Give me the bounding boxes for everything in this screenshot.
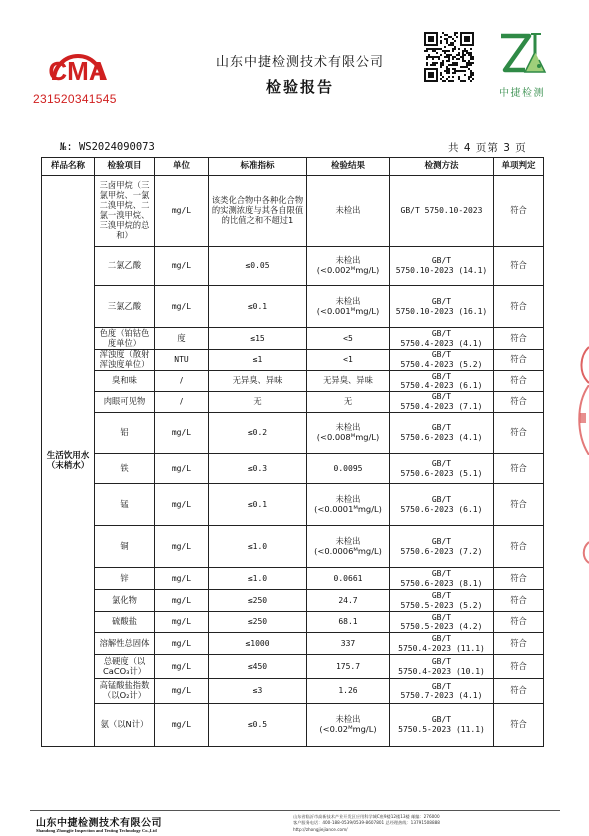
result-line2: (<0.001ᴹmg/L) (316, 305, 380, 316)
verdict-cell: 符合 (494, 391, 544, 412)
method-line1: GB/T (431, 459, 452, 469)
seal-fragment-icon (572, 345, 589, 385)
results-table-wrapper (41, 157, 543, 747)
zhongjie-logo (495, 30, 551, 80)
item-cell: 氯化物 (95, 590, 155, 611)
table-row (42, 611, 544, 632)
method-line2: 5750.6-2023 (8.1) (400, 578, 483, 588)
item-cell: 肉眼可见物 (95, 391, 155, 412)
item-cell: 溶解性总固体 (95, 633, 155, 654)
verdict-cell: 符合 (494, 328, 544, 349)
method-cell (390, 391, 494, 412)
method-line2: 5750.7-2023 (4.1) (400, 691, 483, 701)
report-title: 检验报告 (265, 78, 334, 96)
footer-company-name-en: Shandong Zhongjie Inspection and Testing Technology Co.,Ltd (36, 828, 157, 833)
item-cell: 铜 (95, 526, 155, 568)
unit-cell: mg/L (155, 679, 209, 704)
result-cell (307, 412, 390, 454)
unit-cell: mg/L (155, 176, 209, 247)
item-cell: 色度（铂钴色度单位） (95, 328, 155, 349)
result-line2: (<0.002ᴹmg/L) (316, 264, 380, 275)
result-line2: (<0.02ᴹmg/L) (319, 723, 377, 734)
unit-cell: mg/L (155, 454, 209, 484)
unit-cell: mg/L (155, 526, 209, 568)
item-cell: 锰 (95, 484, 155, 526)
result-cell: 68.1 (307, 611, 390, 632)
result-line2: (<0.0006ᴹmg/L) (314, 545, 382, 556)
result-cell (307, 286, 390, 328)
footer-company-name: 山东中捷检测技术有限公司 (36, 818, 162, 829)
seal-fragment-icon (572, 385, 589, 455)
method-cell (390, 526, 494, 568)
method-line1: GB/T (431, 634, 452, 644)
method-line1: GB/T (431, 371, 452, 381)
result-cell: 175.7 (307, 654, 390, 679)
footer-website[interactable]: http://zhongjiejiance.com/ (293, 826, 348, 832)
report-number: №: WS2024090073 (60, 141, 155, 153)
item-cell: 硫酸盐 (95, 611, 155, 632)
item-cell: 高锰酸盐指数（以O₂计） (95, 679, 155, 704)
verdict-cell: 符合 (494, 633, 544, 654)
method-line2: 5750.6-2023 (7.2) (400, 546, 483, 556)
table-row (42, 286, 544, 328)
method-line2: 5750.4-2023 (10.1) (398, 666, 485, 676)
table-row (42, 454, 544, 484)
page-info: 共 4 页第 3 页 (448, 142, 527, 154)
verdict-cell: 符合 (494, 526, 544, 568)
standard-cell: ≤0.3 (209, 454, 307, 484)
result-cell: <1 (307, 349, 390, 370)
method-cell (390, 349, 494, 370)
item-cell: 氨（以N计） (95, 703, 155, 746)
method-line2: 5750.5-2023 (11.1) (398, 724, 485, 734)
method-line1: GB/T (431, 328, 452, 338)
method-line1: GB/T (431, 297, 452, 307)
standard-cell: 无异臭、异味 (209, 371, 307, 392)
unit-cell: mg/L (155, 286, 209, 328)
result-cell: <5 (307, 328, 390, 349)
method-cell (390, 679, 494, 704)
seal-fragment-icon (572, 540, 589, 565)
table-row (42, 176, 544, 247)
method-cell (390, 633, 494, 654)
method-cell (390, 703, 494, 746)
cma-certificate-number: 231520341545 (33, 92, 117, 106)
item-cell: 总硬度（以CaCO₃计） (95, 654, 155, 679)
standard-cell: ≤0.5 (209, 703, 307, 746)
unit-cell: / (155, 371, 209, 392)
unit-cell: mg/L (155, 703, 209, 746)
unit-cell: / (155, 391, 209, 412)
item-cell: 锌 (95, 567, 155, 589)
result-line1: 未检出 (335, 422, 361, 433)
header-sample: 样品名称 (42, 158, 95, 176)
standard-cell: ≤15 (209, 328, 307, 349)
verdict-cell: 符合 (494, 412, 544, 454)
method-line2: 5750.4-2023 (7.1) (400, 401, 483, 411)
result-line1: 未检出 (335, 493, 361, 504)
table-row (42, 412, 544, 454)
footer-address: 山东省临沂市高新技术产业开发区应用科学城C座9楼12楼13楼 邮编：276000 (293, 814, 440, 819)
header-unit: 单位 (155, 158, 209, 176)
header-result: 检验结果 (307, 158, 390, 176)
method-line2: 5750.4-2023 (6.1) (400, 381, 483, 391)
method-cell (390, 590, 494, 611)
result-cell: 0.0661 (307, 567, 390, 589)
method-line2: 5750.5-2023 (5.2) (400, 600, 483, 610)
method-line2: 5750.6-2023 (4.1) (400, 433, 483, 443)
standard-cell: ≤250 (209, 590, 307, 611)
item-cell: 三氯乙酸 (95, 286, 155, 328)
method-line1: GB/T (431, 612, 452, 622)
method-line2: 5750.5-2023 (4.2) (400, 622, 483, 632)
table-row (42, 703, 544, 746)
unit-cell: mg/L (155, 590, 209, 611)
result-line1: 未检出 (335, 255, 361, 266)
standard-cell: ≤1000 (209, 633, 307, 654)
standard-cell: ≤1.0 (209, 526, 307, 568)
standard-cell: 无 (209, 391, 307, 412)
sample-name-cell: 生活饮用水（末梢水） (42, 176, 95, 747)
method-line1: GB/T (431, 591, 452, 601)
table-row (42, 246, 544, 286)
method-line1: GB/T (431, 256, 452, 266)
table-row (42, 567, 544, 589)
standard-cell: ≤0.1 (209, 484, 307, 526)
standard-cell: ≤0.2 (209, 412, 307, 454)
table-row (42, 371, 544, 392)
verdict-cell: 符合 (494, 703, 544, 746)
method-line2: 5750.4-2023 (11.1) (398, 643, 485, 653)
method-cell (390, 484, 494, 526)
method-cell (390, 567, 494, 589)
item-cell: 浑浊度（散射浑浊度单位） (95, 349, 155, 370)
footer-phone: 客户服务电话：400-188-0539/0539-8607801 总经理热线：13791508888 (293, 820, 440, 826)
method-line1: GB/T (431, 657, 452, 667)
result-line1: 未检出 (335, 535, 361, 546)
method-line1: GB/T (431, 681, 452, 691)
verdict-cell: 符合 (494, 590, 544, 611)
method-cell (390, 412, 494, 454)
result-cell (307, 484, 390, 526)
result-cell: 0.0095 (307, 454, 390, 484)
method-cell (390, 654, 494, 679)
result-cell: 无异臭、异味 (307, 371, 390, 392)
header-item: 检验项目 (95, 158, 155, 176)
method-line1: GB/T (431, 392, 452, 402)
result-cell: 未检出 (307, 176, 390, 247)
standard-cell: ≤0.05 (209, 246, 307, 286)
method-cell (390, 286, 494, 328)
item-cell: 三卤甲烷（三氯甲烷、一氯二溴甲烷、二氯一溴甲烷、三溴甲烷的总和） (95, 176, 155, 247)
item-cell: 臭和味 (95, 371, 155, 392)
unit-cell: mg/L (155, 484, 209, 526)
method-cell (390, 246, 494, 286)
verdict-cell: 符合 (494, 349, 544, 370)
result-cell (307, 703, 390, 746)
result-cell: 337 (307, 633, 390, 654)
item-cell: 铝 (95, 412, 155, 454)
unit-cell: 度 (155, 328, 209, 349)
unit-cell: mg/L (155, 567, 209, 589)
verdict-cell: 符合 (494, 246, 544, 286)
result-cell: 1.26 (307, 679, 390, 704)
table-row (42, 654, 544, 679)
table-row (42, 526, 544, 568)
unit-cell: mg/L (155, 246, 209, 286)
method-cell: GB/T 5750.10-2023 (390, 176, 494, 247)
verdict-cell: 符合 (494, 567, 544, 589)
header-method: 检测方法 (390, 158, 494, 176)
method-line2: 5750.6-2023 (5.1) (400, 468, 483, 478)
method-line2: 5750.4-2023 (4.1) (400, 338, 483, 348)
result-cell (307, 526, 390, 568)
result-line1: 未检出 (335, 714, 361, 724)
verdict-cell: 符合 (494, 654, 544, 679)
method-line2: 5750.4-2023 (5.2) (400, 360, 483, 370)
standard-cell: 该类化合物中各种化合物的实测浓度与其各自限值的比值之和不超过1 (209, 176, 307, 247)
method-cell (390, 328, 494, 349)
method-cell (390, 371, 494, 392)
company-title: 山东中捷检测技术有限公司 (215, 55, 384, 70)
standard-cell: ≤1.0 (209, 567, 307, 589)
verdict-cell: 符合 (494, 484, 544, 526)
cma-logo-text: CMA (48, 56, 108, 86)
footer-divider (30, 810, 560, 811)
table-row (42, 590, 544, 611)
unit-cell: mg/L (155, 412, 209, 454)
qr-code (424, 32, 474, 82)
method-cell (390, 454, 494, 484)
table-row (42, 679, 544, 704)
item-cell: 二氯乙酸 (95, 246, 155, 286)
verdict-cell: 符合 (494, 454, 544, 484)
method-cell (390, 611, 494, 632)
result-cell: 24.7 (307, 590, 390, 611)
result-line1: 未检出 (335, 295, 361, 306)
method-line1: GB/T (431, 350, 452, 360)
method-line2: 5750.10-2023 (16.1) (395, 306, 488, 316)
standard-cell: ≤3 (209, 679, 307, 704)
results-table (41, 157, 544, 747)
verdict-cell: 符合 (494, 371, 544, 392)
method-line1: GB/T (431, 423, 452, 433)
result-cell (307, 246, 390, 286)
table-row (42, 349, 544, 370)
cma-logo (34, 40, 122, 92)
result-line2: (<0.0001ᴹmg/L) (314, 503, 382, 514)
table-row (42, 484, 544, 526)
result-line2: (<0.008ᴹmg/L) (316, 432, 380, 443)
table-header-row (42, 158, 544, 176)
standard-cell: ≤250 (209, 611, 307, 632)
verdict-cell: 符合 (494, 611, 544, 632)
method-line1: GB/T (431, 494, 452, 504)
unit-cell: mg/L (155, 611, 209, 632)
verdict-cell: 符合 (494, 286, 544, 328)
result-cell: 无 (307, 391, 390, 412)
verdict-cell: 符合 (494, 176, 544, 247)
standard-cell: ≤1 (209, 349, 307, 370)
method-line2: 5750.6-2023 (6.1) (400, 504, 483, 514)
table-row (42, 391, 544, 412)
unit-cell: mg/L (155, 654, 209, 679)
item-cell: 铁 (95, 454, 155, 484)
method-line1: GB/T (431, 536, 452, 546)
standard-cell: ≤450 (209, 654, 307, 679)
table-row (42, 328, 544, 349)
unit-cell: NTU (155, 349, 209, 370)
standard-cell: ≤0.1 (209, 286, 307, 328)
method-line1: GB/T (431, 715, 452, 725)
method-line1: GB/T (431, 569, 452, 579)
header-verdict: 单项判定 (494, 158, 544, 176)
brand-name: 中捷检测 (499, 88, 545, 99)
method-line2: 5750.10-2023 (14.1) (395, 265, 488, 275)
header-standard: 标准指标 (209, 158, 307, 176)
footer-contact (293, 814, 553, 833)
verdict-cell: 符合 (494, 679, 544, 704)
unit-cell: mg/L (155, 633, 209, 654)
table-row (42, 633, 544, 654)
